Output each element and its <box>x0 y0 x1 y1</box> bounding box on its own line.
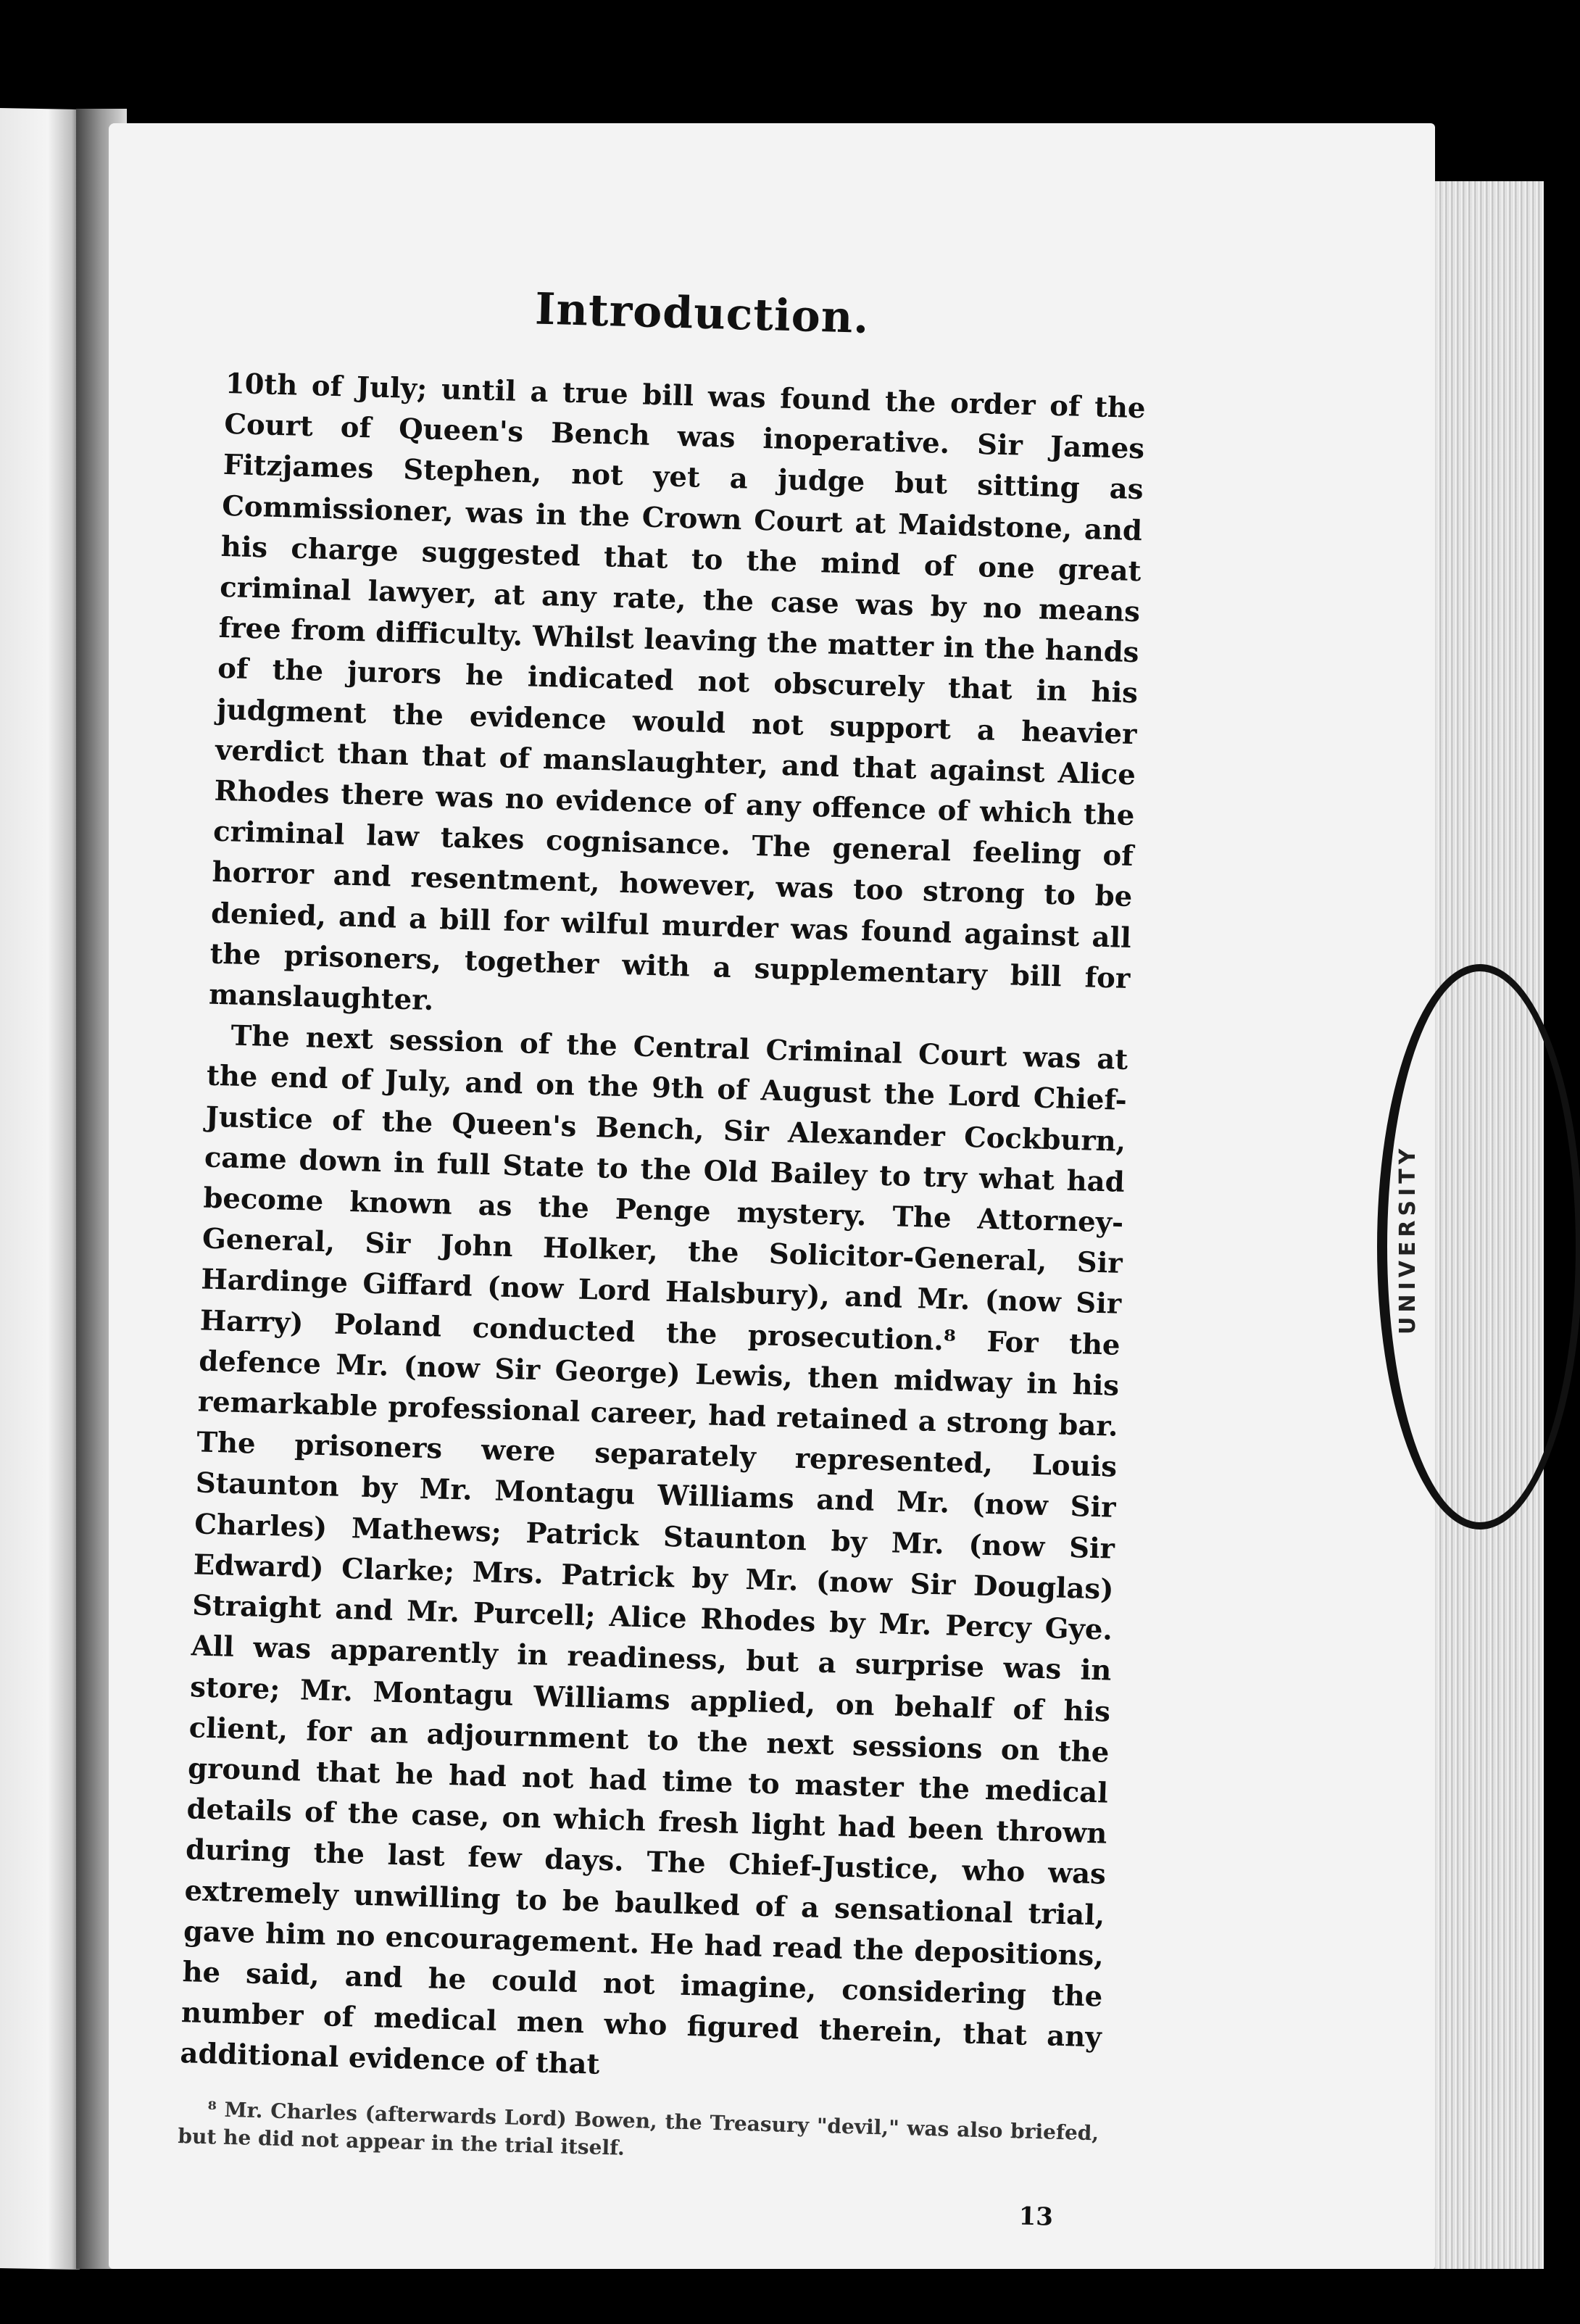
page-content <box>176 275 1149 2233</box>
body-text <box>180 364 1146 2099</box>
page-title: Introduction. <box>534 283 870 344</box>
page-number: 13 <box>1018 2201 1054 2232</box>
paragraph-1: 10th of July; until a true bill was found the order of the Court of Queen's Bench was inoperative. Sir James Fitzjames Stephen, not yet a judge but sitting as Commissioner, was in the Crown Court at Maidstone, and his charge suggested that to the mind of one great criminal lawyer, at any rate, the case was by no means free from difficulty. Whilst leaving the matter in the hands of the jurors he indicated not obscurely that in his judgment the evidence would not support a heavier verdict than that of manslaughter, and that against Alice Rhodes there was no evidence of any offence of which the criminal law takes cognisance. The general feeling of horror and resentment, however, was too strong to be denied, and a bill for wilful murder was found against all the prisoners, together with a supplementary bill for manslaughter. <box>208 367 1147 1018</box>
footnote: ⁸ Mr. Charles (afterwards Lord) Bowen, the Treasury "devil," was also briefed, but he did not appear in the trial itself. <box>178 2096 1099 2160</box>
facing-page-edge <box>0 108 80 2270</box>
library-stamp-text: UNIVERSITY <box>1395 1144 1421 1335</box>
paragraph-2: The next session of the Central Criminal Court was at the end of July, and on the 9th of August the Lord Chief-Justice of the Queen's Bench, Sir Alexander Cockburn, came down in full State to the Old Bailey to try what had become known as the Penge mystery. The Attorney-General, Sir John Holker, the Solicitor-General, Sir Hardinge Giffard (now Lord Halsbury), and Mr. (now Sir Harry) Poland conducted the prosecution.⁸ For the defence Mr. (now Sir George) Lewis, then midway in his remarkable professional career, had retained a strong bar. The prisoners were separately represented, Louis Staunton by Mr. Montagu Williams and Mr. (now Sir Charles) Mathews; Patrick Staunton by Mr. (now Sir Edward) Clarke; Mrs. Patrick by Mr. (now Sir Douglas) Straight and Mr. Purcell; Alice Rhodes by Mr. Percy Gye. All was apparently in readiness, but a surprise was in store; Mr. Montagu Williams applied, on behalf of his client, for an adjournment to the next sessions on the ground that he had not had time to master the medical details of the case, on which fresh light had been thrown during the last few days. The Chief-Justice, who was extremely unwilling to be baulked of a sensational trial, gave him no encouragement. He had read the depositions, he said, and he could not imagine, considering the number of medical men who figured therein, that any additional evidence of that <box>180 1019 1128 2082</box>
